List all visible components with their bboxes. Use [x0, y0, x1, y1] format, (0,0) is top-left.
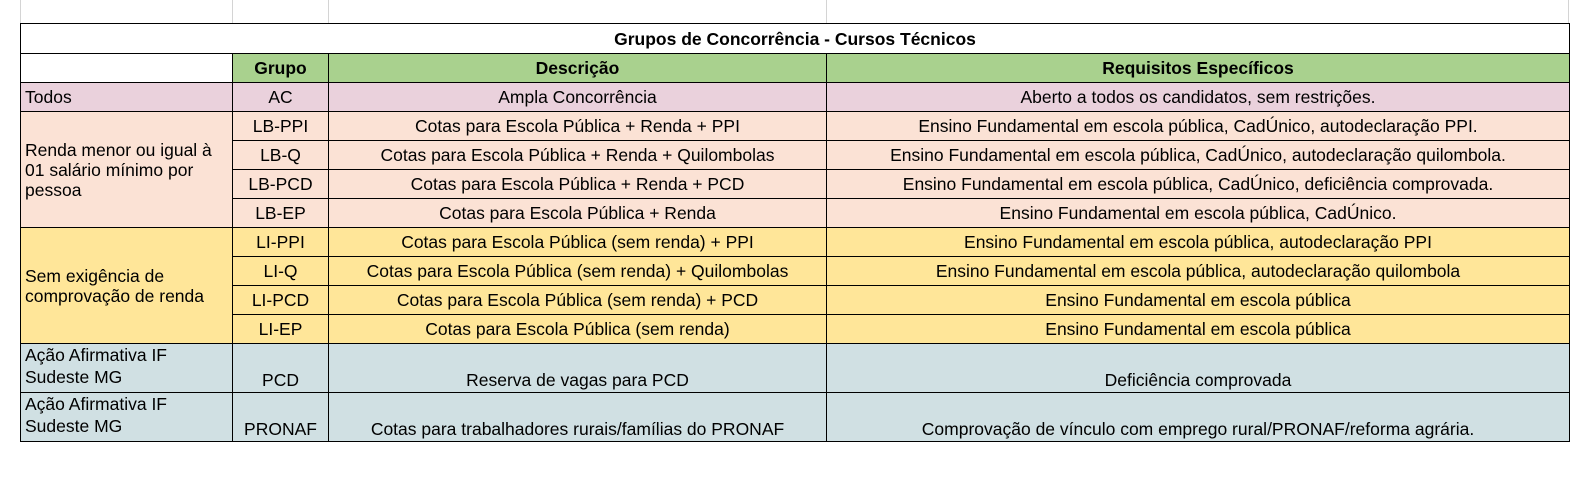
grupo-cell[interactable]: LB-PCD — [233, 170, 329, 199]
table-row — [21, 286, 1570, 315]
table-row — [21, 393, 1570, 442]
requisitos-cell[interactable]: Aberto a todos os candidatos, sem restrições. — [827, 83, 1570, 112]
descricao-cell[interactable]: Cotas para trabalhadores rurais/famílias do PRONAF — [329, 393, 827, 442]
requisitos-cell[interactable]: Ensino Fundamental em escola pública — [827, 286, 1570, 315]
grupo-cell[interactable]: LI-EP — [233, 315, 329, 344]
table-row — [21, 344, 1570, 393]
requisitos-cell[interactable]: Ensino Fundamental em escola pública, CadÚnico, autodeclaração quilombola. — [827, 141, 1570, 170]
requisitos-cell[interactable]: Ensino Fundamental em escola pública, autodeclaração quilombola — [827, 257, 1570, 286]
grupo-cell[interactable]: LB-PPI — [233, 112, 329, 141]
descricao-cell[interactable]: Cotas para Escola Pública (sem renda) + PCD — [329, 286, 827, 315]
descricao-cell[interactable]: Reserva de vagas para PCD — [329, 344, 827, 393]
grupo-cell[interactable]: PCD — [233, 344, 329, 393]
table-row — [21, 112, 1570, 141]
descricao-cell[interactable]: Cotas para Escola Pública + Renda + Quilombolas — [329, 141, 827, 170]
table-row — [21, 170, 1570, 199]
header-requisitos[interactable]: Requisitos Específicos — [827, 54, 1570, 83]
spreadsheet-gridlines — [0, 0, 1590, 23]
grupo-cell[interactable]: PRONAF — [233, 393, 329, 442]
header-grupo[interactable]: Grupo — [233, 54, 329, 83]
table-row — [21, 257, 1570, 286]
section-label-renda[interactable]: Renda menor ou igual à 01 salário mínimo por pessoa — [21, 112, 233, 228]
grupo-cell[interactable]: LI-PPI — [233, 228, 329, 257]
table-row — [21, 315, 1570, 344]
table-row — [21, 141, 1570, 170]
table-row — [21, 83, 1570, 112]
descricao-cell[interactable]: Cotas para Escola Pública + Renda — [329, 199, 827, 228]
section-label-acao-afirmativa-pcd[interactable]: Ação Afirmativa IF Sudeste MG — [21, 344, 233, 393]
requisitos-cell[interactable]: Ensino Fundamental em escola pública — [827, 315, 1570, 344]
grupo-cell[interactable]: AC — [233, 83, 329, 112]
title-row — [21, 24, 1570, 54]
requisitos-cell[interactable]: Comprovação de vínculo com emprego rural/PRONAF/reforma agrária. — [827, 393, 1570, 442]
header-blank-cell[interactable] — [21, 54, 233, 83]
requisitos-cell[interactable]: Deficiência comprovada — [827, 344, 1570, 393]
section-label-sem-renda[interactable]: Sem exigência de comprovação de renda — [21, 228, 233, 344]
descricao-cell[interactable]: Cotas para Escola Pública (sem renda) + PPI — [329, 228, 827, 257]
descricao-cell[interactable]: Ampla Concorrência — [329, 83, 827, 112]
descricao-cell[interactable]: Cotas para Escola Pública (sem renda) + Quilombolas — [329, 257, 827, 286]
grupo-cell[interactable]: LI-PCD — [233, 286, 329, 315]
grupo-cell[interactable]: LI-Q — [233, 257, 329, 286]
table-title[interactable]: Grupos de Concorrência - Cursos Técnicos — [21, 24, 1570, 54]
header-descricao[interactable]: Descrição — [329, 54, 827, 83]
requisitos-cell[interactable]: Ensino Fundamental em escola pública, CadÚnico, autodeclaração PPI. — [827, 112, 1570, 141]
requisitos-cell[interactable]: Ensino Fundamental em escola pública, CadÚnico. — [827, 199, 1570, 228]
descricao-cell[interactable]: Cotas para Escola Pública (sem renda) — [329, 315, 827, 344]
concorrencia-table — [20, 23, 1570, 442]
table-row — [21, 228, 1570, 257]
section-label-todos[interactable]: Todos — [21, 83, 233, 112]
table-row — [21, 199, 1570, 228]
grupo-cell[interactable]: LB-Q — [233, 141, 329, 170]
header-row — [21, 54, 1570, 83]
requisitos-cell[interactable]: Ensino Fundamental em escola pública, CadÚnico, deficiência comprovada. — [827, 170, 1570, 199]
grupo-cell[interactable]: LB-EP — [233, 199, 329, 228]
descricao-cell[interactable]: Cotas para Escola Pública + Renda + PCD — [329, 170, 827, 199]
requisitos-cell[interactable]: Ensino Fundamental em escola pública, autodeclaração PPI — [827, 228, 1570, 257]
section-label-acao-afirmativa-pronaf[interactable]: Ação Afirmativa IF Sudeste MG — [21, 393, 233, 442]
descricao-cell[interactable]: Cotas para Escola Pública + Renda + PPI — [329, 112, 827, 141]
